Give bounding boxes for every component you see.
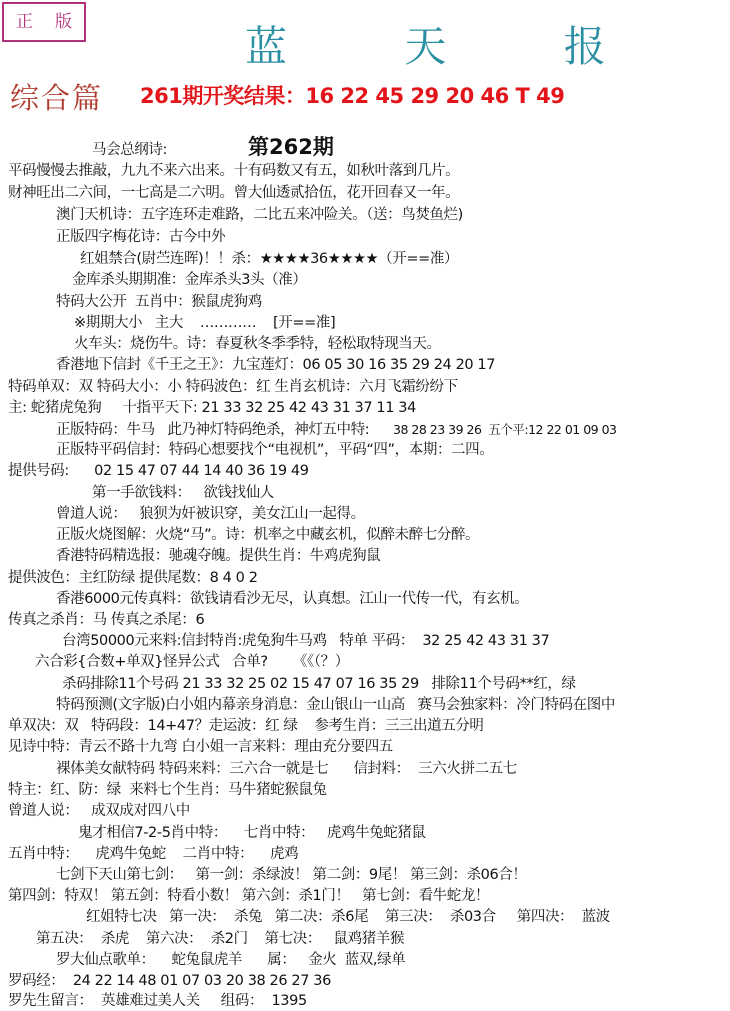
text-line: 提供号码: 02 15 47 07 44 14 40 36 19 49 xyxy=(8,463,309,479)
text-line: 正版特平码信封：特码心想要找个“电视机”，平码“四”，本期：二四。 xyxy=(56,442,494,458)
text-line: 罗码经： 24 22 14 48 01 07 03 20 38 26 27 36 xyxy=(8,973,331,989)
text-line: 正版火烧图解：火烧“马”。诗：机率之中藏玄机，似醉未醉七分醉。 xyxy=(56,527,480,543)
text-line: 主: 蛇猪虎兔狗 十指平天下: 21 33 32 25 42 43 31 37 11 34 xyxy=(8,400,416,416)
text-line: 平码慢慢去推敲，九九不来六出来。十有码数又有五，如秋叶落到几片。 xyxy=(8,163,460,179)
text-line: 曾道人说： 狼狈为奸被识穿，美女江山一起得。 xyxy=(56,506,365,522)
text-line: 五肖中特： 虎鸡牛兔蛇 二肖中特： 虎鸡 xyxy=(8,846,299,862)
issue-number: 第262期 xyxy=(248,135,334,159)
section-title: 综合篇 xyxy=(10,81,104,115)
text-line: ※期期大小 主大 ………… [开==准] xyxy=(74,315,336,331)
text-line: 罗大仙点歌单： 蛇兔鼠虎羊 属： 金火 蓝双,绿单 xyxy=(56,952,406,968)
text-line: 七剑下天山第七剑： 第一剑：杀绿波！ 第二剑：9尾！ 第三剑：杀06合！ xyxy=(56,867,527,883)
badge-text-right: 版 xyxy=(55,11,72,32)
text-line: 第五决： 杀虎 第六决： 杀2门 第七决： 鼠鸡猪羊猴 xyxy=(36,931,405,947)
lottery-result: 261期开奖结果：16 22 45 29 20 46 T 49 xyxy=(140,84,565,108)
text-line: 香港6000元传真料：欲钱请看沙无尽，认真想。江山一代传一代，有玄机。 xyxy=(56,591,529,607)
text-line: 第一手欲钱料： 欲钱找仙人 xyxy=(92,485,274,501)
text-line: 六合彩{合数+单双}怪异公式 合单? 《《（？） xyxy=(35,654,349,670)
text-line: 财神旺出二六间，一七高是二六明。曾大仙透贰拾伍，花开回春又一年。 xyxy=(8,185,460,201)
text-line: 红姐禁合(尉苎连晖)！！杀：★★★★36★★★★（开==准） xyxy=(80,251,459,267)
text-line: 马会总纲诗: xyxy=(92,142,167,158)
text-line: 正版四字梅花诗：古今中外 xyxy=(56,229,226,245)
newspaper-title: 蓝 天 报 xyxy=(245,22,658,71)
text-line: 红姐特七决 第一决： 杀兔 第二决：杀6尾 第三决： 杀03合 第四决： 蓝波 xyxy=(86,909,610,925)
text-line: 第四剑：特双！ 第五剑：特看小数！ 第六剑：杀1门！ 第七剑：看牛蛇龙！ xyxy=(8,888,490,904)
text-line: 特主：红、防：绿 来料七个生肖：马牛猪蛇猴鼠兔 xyxy=(8,782,327,798)
text-line: 香港特码精选报：驰魂夺魄。提供生肖：牛鸡虎狗鼠 xyxy=(56,548,381,564)
text-line: 香港地下信封《千王之王》：九宝莲灯：06 05 30 16 35 29 24 20 17 xyxy=(56,357,496,373)
text-line: 罗先生留言： 英雄难过美人关 组码： 1395 xyxy=(8,993,307,1009)
text-line: 正版特码：牛马 此乃神灯特码绝杀，神灯五中特: xyxy=(56,422,370,438)
text-line: 传真之杀肖：马 传真之杀尾：6 xyxy=(8,612,205,628)
text-line: 裸体美女献特码 特码来料：三六合一就是七 信封料： 三六火拼二五七 xyxy=(56,761,517,777)
text-line: 见诗中特：青云不路十九弯 白小姐一言来料：理由充分要四五 xyxy=(8,739,393,755)
badge-text-left: 正 xyxy=(16,11,33,32)
text-line: 火车头：烧伤牛。诗：春夏秋冬季季特，轻松取特现当天。 xyxy=(74,336,441,352)
text-line: 特码大公开 五肖中：猴鼠虎狗鸡 xyxy=(56,294,262,310)
text-line: 曾道人说： 成双成对四八中 xyxy=(8,803,190,819)
text-line: 台湾50000元来料:信封特肖:虎兔狗牛马鸡 特单 平码： 32 25 42 43 31 37 xyxy=(62,633,550,649)
text-line: 特码预测(文字版)白小姐内幕亲身消息：金山银山一山高 赛马会独家料：冷门特码在图中 xyxy=(56,697,615,713)
text-line: 杀码排除11个号码 21 33 32 25 02 15 47 07 16 35 29 排除11个号码**红，绿 xyxy=(62,676,576,692)
text-line: 单双决：双 特码段：14+47？走运波：红 绿 参考生肖：三三出道五分明 xyxy=(8,718,484,734)
text-line: 澳门天机诗：五字连环走难路，二比五来冲险关。（送：鸟焚鱼烂) xyxy=(56,207,463,223)
text-line: 38 28 23 39 26 五个平:12 22 01 09 03 xyxy=(393,422,617,437)
text-line: 金库杀头期期准：金库杀头3头（准） xyxy=(72,272,307,288)
text-line: 提供波色：主红防绿 提供尾数：8 4 0 2 xyxy=(8,570,258,586)
official-edition-badge xyxy=(2,2,86,42)
text-line: 鬼才相信7-2-5肖中特： 七肖中特： 虎鸡牛兔蛇猪鼠 xyxy=(78,825,426,841)
text-line: 特码单双：双 特码大小：小 特码波色：红 生肖玄机诗：六月飞霜纷纷下 xyxy=(8,379,458,395)
